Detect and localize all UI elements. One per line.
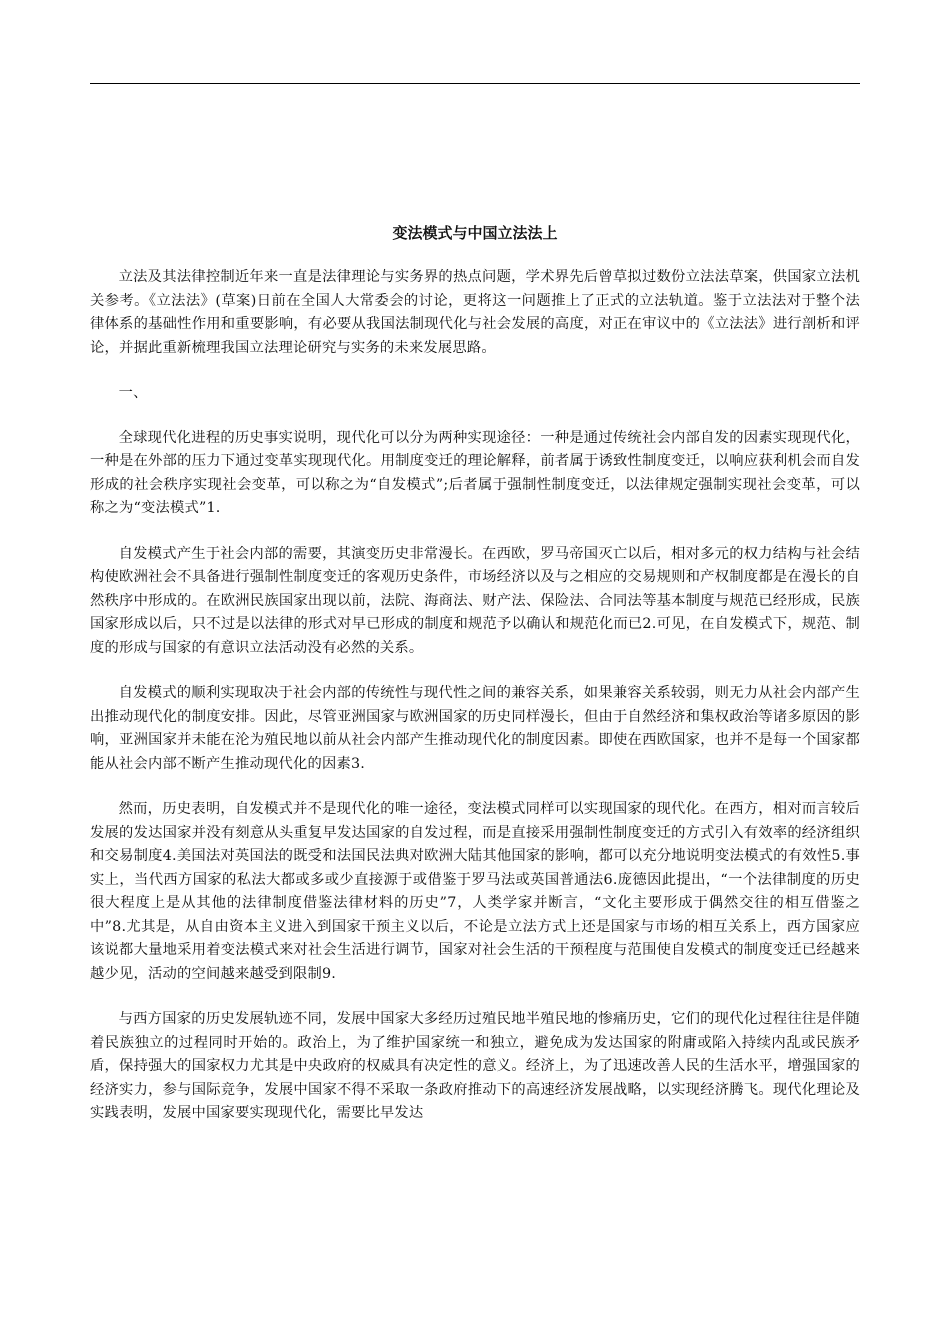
document-title: 变法模式与中国立法法上 bbox=[392, 224, 558, 242]
paragraph: 自发模式产生于社会内部的需要，其演变历史非常漫长。在西欧，罗马帝国灭亡以后，相对多元的权力结构与社会结构使欧洲社会不具备进行强制性制度变迁的客观历史条件，市场经济以及与之相应的交易规则和产权制度都是在漫长的自然秩序中形成的。在欧洲民族国家出现以前，法院、海商法、财产法、保险法、合同法等基本制度与规范已经形成，民族国家形成以后，只不过是以法律的形式对早已形成的制度和规范予以确认和规范化而已2.可见，在自发模式下，规范、制度的形成与国家的有意识立法活动没有必然的关系。 bbox=[90, 545, 860, 656]
document-body bbox=[90, 266, 860, 1148]
header-rule bbox=[90, 83, 860, 84]
paragraph: 自发模式的顺利实现取决于社会内部的传统性与现代性之间的兼容关系，如果兼容关系较弱，则无力从社会内部产生出推动现代化的制度安排。因此，尽管亚洲国家与欧洲国家的历史同样漫长，但由于自然经济和集权政治等诸多原因的影响，亚洲国家并未能在沦为殖民地以前从社会内部产生推动现代化的制度因素。即使在西欧国家，也并不是每一个国家都能从社会内部不断产生推动现代化的因素3. bbox=[90, 685, 860, 772]
paragraph: 然而，历史表明，自发模式并不是现代化的唯一途径，变法模式同样可以实现国家的现代化。在西方，相对而言较后发展的发达国家并没有刻意从头重复早发达国家的自发过程，而是直接采用强制性制度变迁的方式引入有效率的经济组织和交易制度4.美国法对英国法的既受和法国民法典对欧洲大陆其他国家的影响，都可以充分地说明变法模式的有效性5.事实上，当代西方国家的私法大都或多或少直接源于或借鉴于罗马法或英国普通法6.庞德因此提出，“一个法律制度的历史很大程度上是从其他的法律制度借鉴法律材料的历史”7，人类学家并断言，“文化主要形成于偶然交往的相互借鉴之中”8.尤其是，从自由资本主义进入到国家干预主义以后，不论是立法方式上还是国家与市场的相互关系上，西方国家应该说都大量地采用着变法模式来对社会生活进行调节，国家对社会生活的干预程度与范围使自发模式的制度变迁已经越来越少见，活动的空间越来越受到限制9. bbox=[90, 801, 860, 982]
section-heading: 一、 bbox=[118, 385, 148, 401]
paragraph-intro: 立法及其法律控制近年来一直是法律理论与实务界的热点问题，学术界先后曾草拟过数份立法法草案，供国家立法机关参考。《立法法》(草案)日前在全国人大常委会的讨论，更将这一问题推上了正式的立法轨道。鉴于立法法对于整个法律体系的基础性作用和重要影响，有必要从我国法制现代化与社会发展的高度，对正在审议中的《立法法》进行剖析和评论，并据此重新梳理我国立法理论研究与实务的未来发展思路。 bbox=[90, 269, 860, 356]
paragraph: 与西方国家的历史发展轨迹不同，发展中国家大多经历过殖民地半殖民地的惨痛历史，它们的现代化过程往往是伴随着民族独立的过程同时开始的。政治上，为了维护国家统一和独立，避免成为发达国家的附庸或陷入持续内乱或民族矛盾，保持强大的国家权力尤其是中央政府的权威具有决定性的意义。经济上，为了迅速改善人民的生活水平，增强国家的经济实力，参与国际竞争，发展中国家不得不采取一条政府推动下的高速经济发展战略，以实现经济腾飞。现代化理论及实践表明，发展中国家要实现现代化，需要比早发达 bbox=[90, 1011, 860, 1121]
paragraph: 全球现代化进程的历史事实说明，现代化可以分为两种实现途径：一种是通过传统社会内部自发的因素实现现代化，一种是在外部的压力下通过变革实现现代化。用制度变迁的理论解释，前者属于诱致性制度变迁，以响应获利机会而自发形成的社会秩序实现社会变革，可以称之为“自发模式”;后者属于强制性制度变迁，以法律规定强制实现社会变革，可以称之为“变法模式”1. bbox=[90, 429, 860, 516]
